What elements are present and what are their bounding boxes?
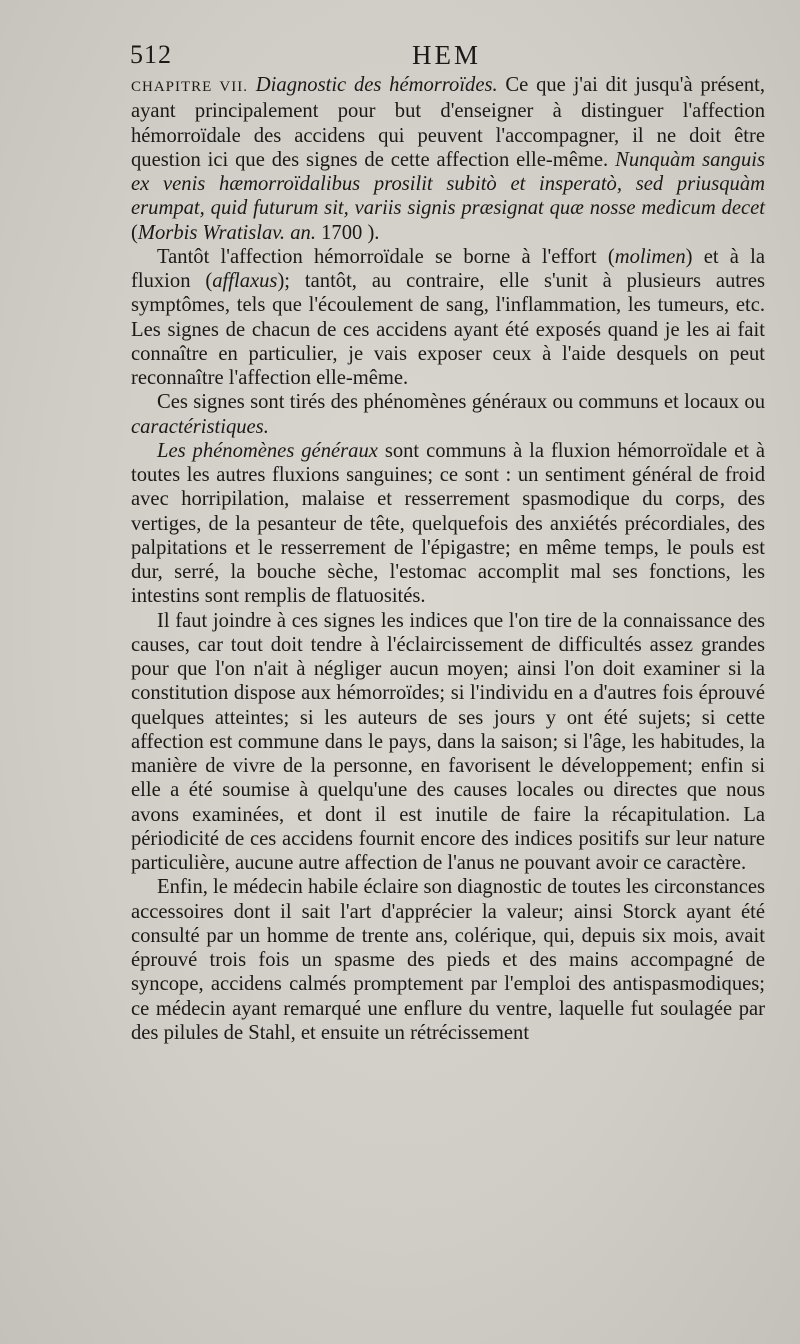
- italic-term: caractéristiques.: [131, 415, 269, 438]
- paragraph-text: Enfin, le médecin habile éclaire son diagnostic de toutes les circonstances accessoires dont il sait l'art d'apprécier la valeur; ainsi Storck ayant été consulté par un homme de trente ans, colérique, qui, depuis six mois, avait éprouvé trois fois un spasme des pieds et des mains accompagné de syncope, accidens calmés promptement par l'emploi des antispasmodiques; ce médecin ayant remarqué une enflure du ventre, laquelle fut soulagée par des pilules de Stahl, et ensuite un rétrécissement: [131, 876, 765, 1044]
- chapter-title: Diagnostic des hémorroïdes.: [255, 74, 498, 96]
- page-number: 512: [130, 40, 172, 69]
- paragraph-text: Ces signes sont tirés des phénomènes généraux ou communs et locaux ou: [157, 391, 765, 414]
- paragraph-text: sont communs à la fluxion hémorroïdale et à toutes les autres fluxions sanguines; ce sont : un sentiment général de froid avec horripilation, malaise et resserrement spasmodique du corps, des vertiges, de la pesanteur de tête, quelquefois des anxiétés précordiales, des palpitations et le resserrement de l'épigastre; en même temps, le pouls est dur, serré, la bouche sèche, l'estomac accomplit mal ses fonctions, les intestins sont remplis de flatuosités.: [131, 439, 765, 608]
- body-text: [131, 73, 765, 1045]
- paragraph-molimen: [131, 245, 765, 391]
- paragraph-storck: [131, 875, 765, 1045]
- paragraph-text: Ce que j'ai dit jusqu'à présent, ayant principalement pour but d'enseigner à distinguer l'affection hémorroïdale des accidens qui peuvent l'accompagner, il ne doit être question ici que des signes de cette affection elle-même.: [131, 74, 765, 171]
- paragraph-causes: [131, 609, 765, 876]
- latin-quote: Nunquàm sanguis ex venis hæmorroïdalibus prosilit subitò et insperatò, sed priusquàm erumpat, quid futurum sit, variis signis præsignat quæ nosse medicum decet: [131, 148, 766, 220]
- paragraph-phenomenes: [131, 439, 765, 609]
- latin-term: molimen: [614, 245, 686, 268]
- running-head: HEM: [412, 40, 481, 70]
- paragraph-text: ) et à la fluxion (: [131, 245, 765, 292]
- paragraph-text: 1700 ).: [315, 221, 380, 244]
- paragraph-text: Il faut joindre à ces signes les indices que l'on tire de la connaissance des causes, car tout doit tendre à l'éclaircissement de difficultés assez grandes pour que l'on n'ait à négliger aucun moyen; ainsi l'on doit examiner si la constitution dispose aux hémorroïdes; si l'individu en a d'autres fois éprouvé quelques atteintes; si les auteurs de ses jours y ont été sujets; si cette affection est commune dans le pays, dans la saison; si l'âge, les habitudes, la manière de vivre de la personne, en favorisent le développement; enfin si elle a été soumise à quelqu'une des causes locales ou directes que nous avons examinées, et dont il est inutile de faire la récapitulation. La périodicité de ces accidens fournit encore des indices positifs sur leur nature particulière, aucune autre affection de l'anus ne pouvant avoir ce caractère.: [131, 609, 765, 874]
- page-header: [130, 40, 770, 76]
- paragraph-text: ); tantôt, au contraire, elle s'unit à plusieurs autres symptômes, tels que l'écoulement de sang, l'inflammation, les tumeurs, etc. Les signes de chacun de ces accidens ayant été exposés quand je les ai fait connaître en particulier, je vais exposer ceux à l'aide desquels on peut reconnaître l'affection elle-même.: [131, 270, 766, 389]
- latin-term: afflaxus: [212, 270, 278, 292]
- italic-term: Les phénomènes généraux: [157, 439, 378, 462]
- paragraph-text: Tantôt l'affection hémorroïdale se borne à l'effort (: [157, 245, 615, 268]
- paragraph-text: (: [131, 221, 138, 244]
- paragraph-chapter-intro: [131, 73, 765, 245]
- paragraph-signes: [131, 390, 765, 439]
- chapter-label: CHAPITRE VII.: [131, 79, 249, 95]
- citation-source: Morbis Wratislav. an.: [137, 221, 316, 244]
